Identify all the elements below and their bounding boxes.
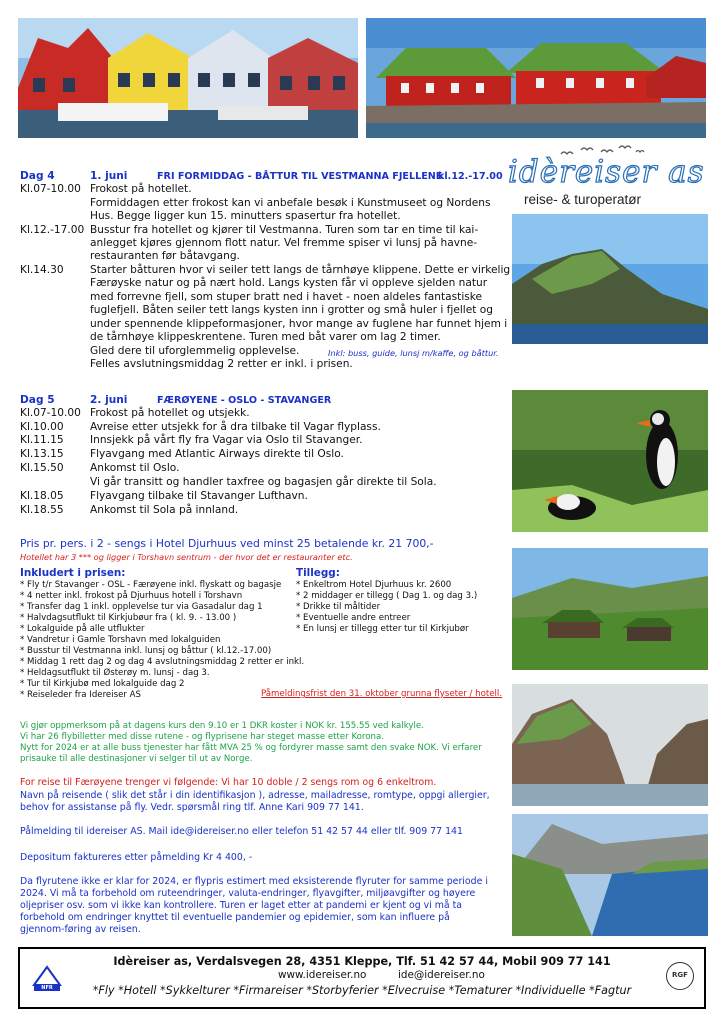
photo-puffins xyxy=(512,390,708,532)
day5-text-2: Avreise etter utsjekk for å dra tilbake til Vagar flyplass. xyxy=(90,421,381,433)
footer-email: ide@idereiser.no xyxy=(398,969,485,981)
rooms-note: For reise til Færøyene trenger vi følgende: Vi har 10 doble / 2 sengs rom og 6 enkeltrom. xyxy=(20,777,437,788)
day4-enjoy: Gled dere til uforglemmelig opplevelse. xyxy=(90,345,300,357)
day4-line-3-2: Færøyske natur og på nært hold. Langs kysten får vi oppleve sjelden natur xyxy=(90,277,488,289)
photo-fjord-village xyxy=(512,814,708,936)
day5-time-2: Kl.10.00 xyxy=(20,421,64,433)
included-item: * Heldagsutflukt til Østerøy m. lunsj - dag 3. xyxy=(20,668,210,678)
extras-heading: Tillegg: xyxy=(296,567,340,579)
day4-dinner: Felles avslutningsmiddag 2 retter er inkl. i prisen. xyxy=(90,358,353,370)
day4-time-2: Kl.12.-17.00 xyxy=(20,224,85,236)
disclaimer-5: gjennom-føring av reisen. xyxy=(20,924,141,935)
currency-note-4: prisauke til alle destinasjoner vi selger til ut av Norge. xyxy=(20,754,253,764)
day4-time-range: kl.12.-17.00 xyxy=(438,171,503,182)
day4-line-3-5: under spennende klippeformasjoner, hvor mange av fuglene har funnet hjem i xyxy=(90,318,508,330)
footer-services: *Fly *Hotell *Sykkelturer *Firmareiser *Storbyferier *Elvecruise *Tematurer *Individuelle *Fagtur xyxy=(92,984,632,997)
photo-turf-houses-meadow xyxy=(512,548,708,670)
disclaimer-3: oljepriser osv. som vi ikke kan kontrollere. Turen er laget etter at pandemi er kjent og vi må ta xyxy=(20,900,463,911)
day4-line-2-3: restauranten før båtavgang. xyxy=(90,250,240,262)
day4-line-3-1: Starter båtturen hvor vi seiler tett langs de tårnhøye klippene. Dette er virkelig xyxy=(90,264,511,276)
currency-note-3: Nytt for 2024 er at alle buss tjenester har fått MVA 25 % og fordyrer masse samt den svake NOK. Vi erfarer xyxy=(20,743,482,753)
day5-time-3: Kl.11.15 xyxy=(20,434,64,446)
included-item: * Transfer dag 1 inkl. opplevelse tur via Gasadalur dag 1 xyxy=(20,602,263,612)
footer-box xyxy=(18,947,706,1009)
day4-line-3-4: fuglefjell. Båten seiler tett langs kysten inn i grotter og små huler i fjellet og xyxy=(90,304,493,316)
day5-text-3: Innsjekk på vårt fly fra Vagar via Oslo til Stavanger. xyxy=(90,434,363,446)
extras-item: * 2 middager er tillegg ( Dag 1. og dag 3.) xyxy=(296,591,478,601)
included-item: * Tur til Kirkjubø med lokalguide dag 2 xyxy=(20,679,185,689)
rgf-badge xyxy=(666,962,694,990)
price-hotel-note: Hotellet har 3 *** og ligger i Torshavn sentrum - der hvor det er restauranter etc. xyxy=(20,552,353,562)
included-item: * Middag 1 rett dag 2 og dag 4 avslutningsmiddag 2 retter er inkl. xyxy=(20,657,305,667)
price-main: Pris pr. pers. i 2 - sengs i Hotel Djurhuus ved minst 25 betalende kr. 21 700,- xyxy=(20,537,434,550)
included-item: * Reiseleder fra Idereiser AS xyxy=(20,690,141,700)
day4-line-3-3: med forrevne fjell, som stuper bratt ned i havet - noen aldeles fantastiske xyxy=(90,291,483,303)
signup-deadline: Påmeldingsfrist den 31. oktober grunna flyseter / hotell. xyxy=(261,689,503,699)
signup-contact: Pålmelding til idereiser AS. Mail ide@idereiser.no eller telefon 51 42 57 44 eller tlf. 909 77 141 xyxy=(20,826,463,837)
day5-time-8: Kl.18.55 xyxy=(20,504,64,516)
day5-text-8: Ankomst til Sola på innland. xyxy=(90,504,239,516)
logo-tagline: reise- & turoperatør xyxy=(524,192,642,207)
deposit-note: Depositum faktureres etter påmelding Kr 4 400, - xyxy=(20,852,253,863)
logo-brand: idèreiser as xyxy=(508,154,705,190)
day4-time-1: Kl.07-10.00 xyxy=(20,183,81,195)
disclaimer-4: forbehold om endringer knyttet til eventuelle pandemier og epidemier, som kan influere på xyxy=(20,912,450,923)
included-item: * Busstur til Vestmanna inkl. lunsj og båttur ( kl.12.-17.00) xyxy=(20,646,272,656)
day4-line-1-2: Formiddagen etter frokost kan vi anbefale besøk i Kunstmuseet og Nordens xyxy=(90,197,491,209)
day4-date: 1. juni xyxy=(90,170,128,182)
included-item: * 4 netter inkl. frokost på Djurhuus hotell i Torshavn xyxy=(20,591,243,601)
extras-item: * Drikke til måltider xyxy=(296,602,381,612)
currency-note-1: Vi gjør oppmerksom på at dagens kurs den 9.10 er 1 DKR koster i NOK kr. 155.55 ved kalkyle. xyxy=(20,721,424,731)
extras-item: * En lunsj er tillegg etter tur til Kirkjubør xyxy=(296,624,469,634)
day4-time-3: Kl.14.30 xyxy=(20,264,64,276)
day4-inkl-note: Inkl: buss, guide, lunsj m/kaffe, og båttur. xyxy=(328,348,499,358)
day5-text-6: Vi går transitt og handler taxfree og bagasjen går direkte til Sola. xyxy=(90,476,437,488)
included-item: * Halvdagsutflukt til Kirkjubøur fra ( kl. 9. - 13.00 ) xyxy=(20,613,237,623)
included-heading: Inkludert i prisen: xyxy=(20,567,126,579)
extras-item: * Eventuelle andre entreer xyxy=(296,613,411,623)
day4-line-1-1: Frokost på hotellet. xyxy=(90,183,192,195)
footer-web: www.idereiser.no xyxy=(278,969,367,981)
photo-red-turf-roof-houses xyxy=(366,18,706,138)
day4-line-2-1: Busstur fra hotellet og kjører til Vestmanna. Turen som tar en time til kai- xyxy=(90,224,479,236)
disclaimer-1: Da flyrutene ikke er klar for 2024, er flypris estimert med eksisterende flyruter for samme periode i xyxy=(20,876,488,887)
currency-note-2: Vi har 26 flybilletter med disse rutene - og flyprisene har steget masse etter Korona. xyxy=(20,732,384,742)
included-item: * Fly t/r Stavanger - OSL - Færøyene inkl. flyskatt og bagasje xyxy=(20,580,282,590)
day4-line-3-6: de tårnhøye klippeskrentene. Turen med båt varer om lag 2 timer. xyxy=(90,331,441,343)
day5-time-5: Kl.15.50 xyxy=(20,462,64,474)
day5-time-7: Kl.18.05 xyxy=(20,490,64,502)
nfr-badge-text: NFR xyxy=(41,985,53,991)
day5-text-1: Frokost på hotellet og utsjekk. xyxy=(90,407,250,419)
disclaimer-2: 2024. Vi må ta forbehold om ruteendringer, valuta-endringer, flyavgifter, miljøavgifter og høyere xyxy=(20,888,476,899)
footer-address: Idèreiser as, Verdalsvegen 28, 4351 Kleppe, Tlf. 51 42 57 44, Mobil 909 77 141 xyxy=(113,955,611,968)
day4-line-2-2: anlegget kjøres gjennom flott natur. Vel fremme spiser vi lunsj på havne- xyxy=(90,237,478,249)
rgf-badge-text: RGF xyxy=(672,971,688,979)
included-item: * Lokalguide på alle utflukter xyxy=(20,624,145,634)
photo-colorful-harbor-houses xyxy=(18,18,358,138)
extras-item: * Enkeltrom Hotel Djurhuus kr. 2600 xyxy=(296,580,452,590)
day5-text-4: Flyavgang med Atlantic Airways direkte til Oslo. xyxy=(90,448,344,460)
day5-time-4: Kl.13.15 xyxy=(20,448,64,460)
photo-sea-cliffs xyxy=(512,214,708,344)
day5-date: 2. juni xyxy=(90,394,128,406)
day5-title: FÆRØYENE - OSLO - STAVANGER xyxy=(157,395,332,406)
day5-text-7: Flyavgang tilbake til Stavanger Lufthavn. xyxy=(90,490,308,502)
day5-label: Dag 5 xyxy=(20,394,55,406)
names-note-2: behov for assistanse på fly. Vedr. spørsmål ring tlf. Anne Kari 909 77 141. xyxy=(20,802,364,813)
photo-coastal-cliffs-arch xyxy=(512,684,708,806)
company-logo xyxy=(508,140,708,210)
day4-label: Dag 4 xyxy=(20,170,55,182)
included-item: * Vandretur i Gamle Torshavn med lokalguiden xyxy=(20,635,221,645)
day4-title: FRI FORMIDDAG - BÅTTUR TIL VESTMANNA FJELLENE xyxy=(157,171,443,182)
names-note-1: Navn på reisende ( slik det står i din identifikasjon ), adresse, mailadresse, romtype, oppgi allergier, xyxy=(20,790,490,801)
day5-text-5: Ankomst til Oslo. xyxy=(90,462,180,474)
day4-line-1-3: Hus. Begge ligger kun 15. minutters spasertur fra hotellet. xyxy=(90,210,401,222)
day5-time-1: Kl.07-10.00 xyxy=(20,407,81,419)
